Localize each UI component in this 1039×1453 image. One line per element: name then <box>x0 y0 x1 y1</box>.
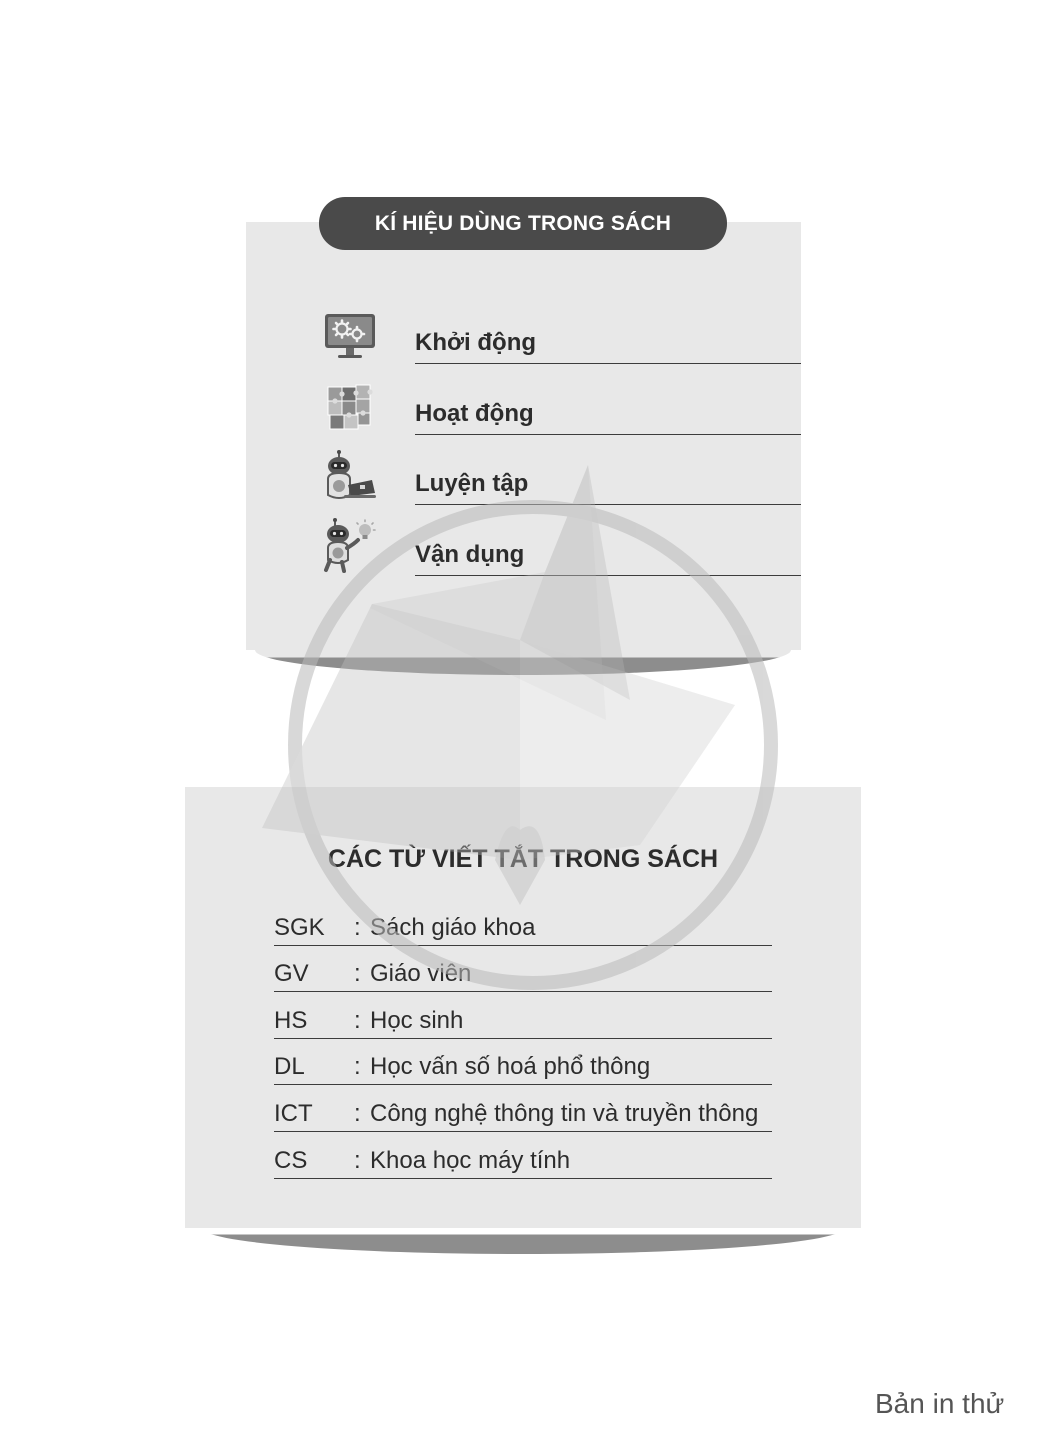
abbreviation-meaning: Công nghệ thông tin và truyền thông <box>370 1099 759 1127</box>
abbreviation-colon: : <box>354 1053 361 1081</box>
symbols-panel <box>246 222 801 650</box>
symbol-row-luyen-tap <box>246 445 801 505</box>
abbreviation-colon: : <box>354 1099 361 1127</box>
abbreviation-colon: : <box>354 1146 361 1174</box>
list-item <box>274 1132 772 1179</box>
list-item <box>274 946 772 993</box>
list-item <box>274 899 772 946</box>
abbreviations-panel <box>185 787 861 1228</box>
symbol-label: Khởi động <box>415 323 801 364</box>
robot-laptop-icon <box>322 449 378 505</box>
list-item <box>274 992 772 1039</box>
abbreviations-list <box>274 899 772 1179</box>
abbreviation-key: HS <box>274 1006 308 1034</box>
symbol-label: Hoạt động <box>415 394 801 435</box>
abbreviation-meaning: Giáo viên <box>370 960 472 988</box>
footer-note: Bản in thử <box>875 1388 1005 1419</box>
symbol-label: Vận dụng <box>415 535 801 576</box>
robot-lightbulb-icon <box>322 518 378 574</box>
symbols-title: KÍ HIỆU DÙNG TRONG SÁCH <box>319 197 727 250</box>
abbreviation-key: DL <box>274 1053 305 1081</box>
abbreviations-panel-shadow <box>202 1228 844 1254</box>
abbreviation-key: CS <box>274 1146 308 1174</box>
abbreviations-title: CÁC TỪ VIẾT TẮT TRONG SÁCH <box>327 845 719 873</box>
abbreviation-key: SGK <box>274 913 325 941</box>
abbreviation-colon: : <box>354 913 361 941</box>
computer-gears-icon <box>322 310 378 366</box>
abbreviation-meaning: Học sinh <box>370 1006 464 1034</box>
list-item <box>274 1085 772 1132</box>
symbol-row-hoat-dong <box>246 375 801 435</box>
symbol-row-van-dung <box>246 516 801 576</box>
abbreviation-key: ICT <box>274 1099 313 1127</box>
symbols-panel-shadow <box>255 650 791 675</box>
puzzle-icon <box>322 381 378 437</box>
abbreviation-colon: : <box>354 960 361 988</box>
symbol-row-khoi-dong <box>246 304 801 364</box>
abbreviation-meaning: Khoa học máy tính <box>370 1146 571 1174</box>
abbreviation-meaning: Sách giáo khoa <box>370 913 536 941</box>
abbreviation-colon: : <box>354 1006 361 1034</box>
abbreviation-meaning: Học vấn số hoá phổ thông <box>370 1053 651 1081</box>
symbol-label: Luyện tập <box>415 464 801 505</box>
abbreviation-key: GV <box>274 960 309 988</box>
list-item <box>274 1039 772 1086</box>
